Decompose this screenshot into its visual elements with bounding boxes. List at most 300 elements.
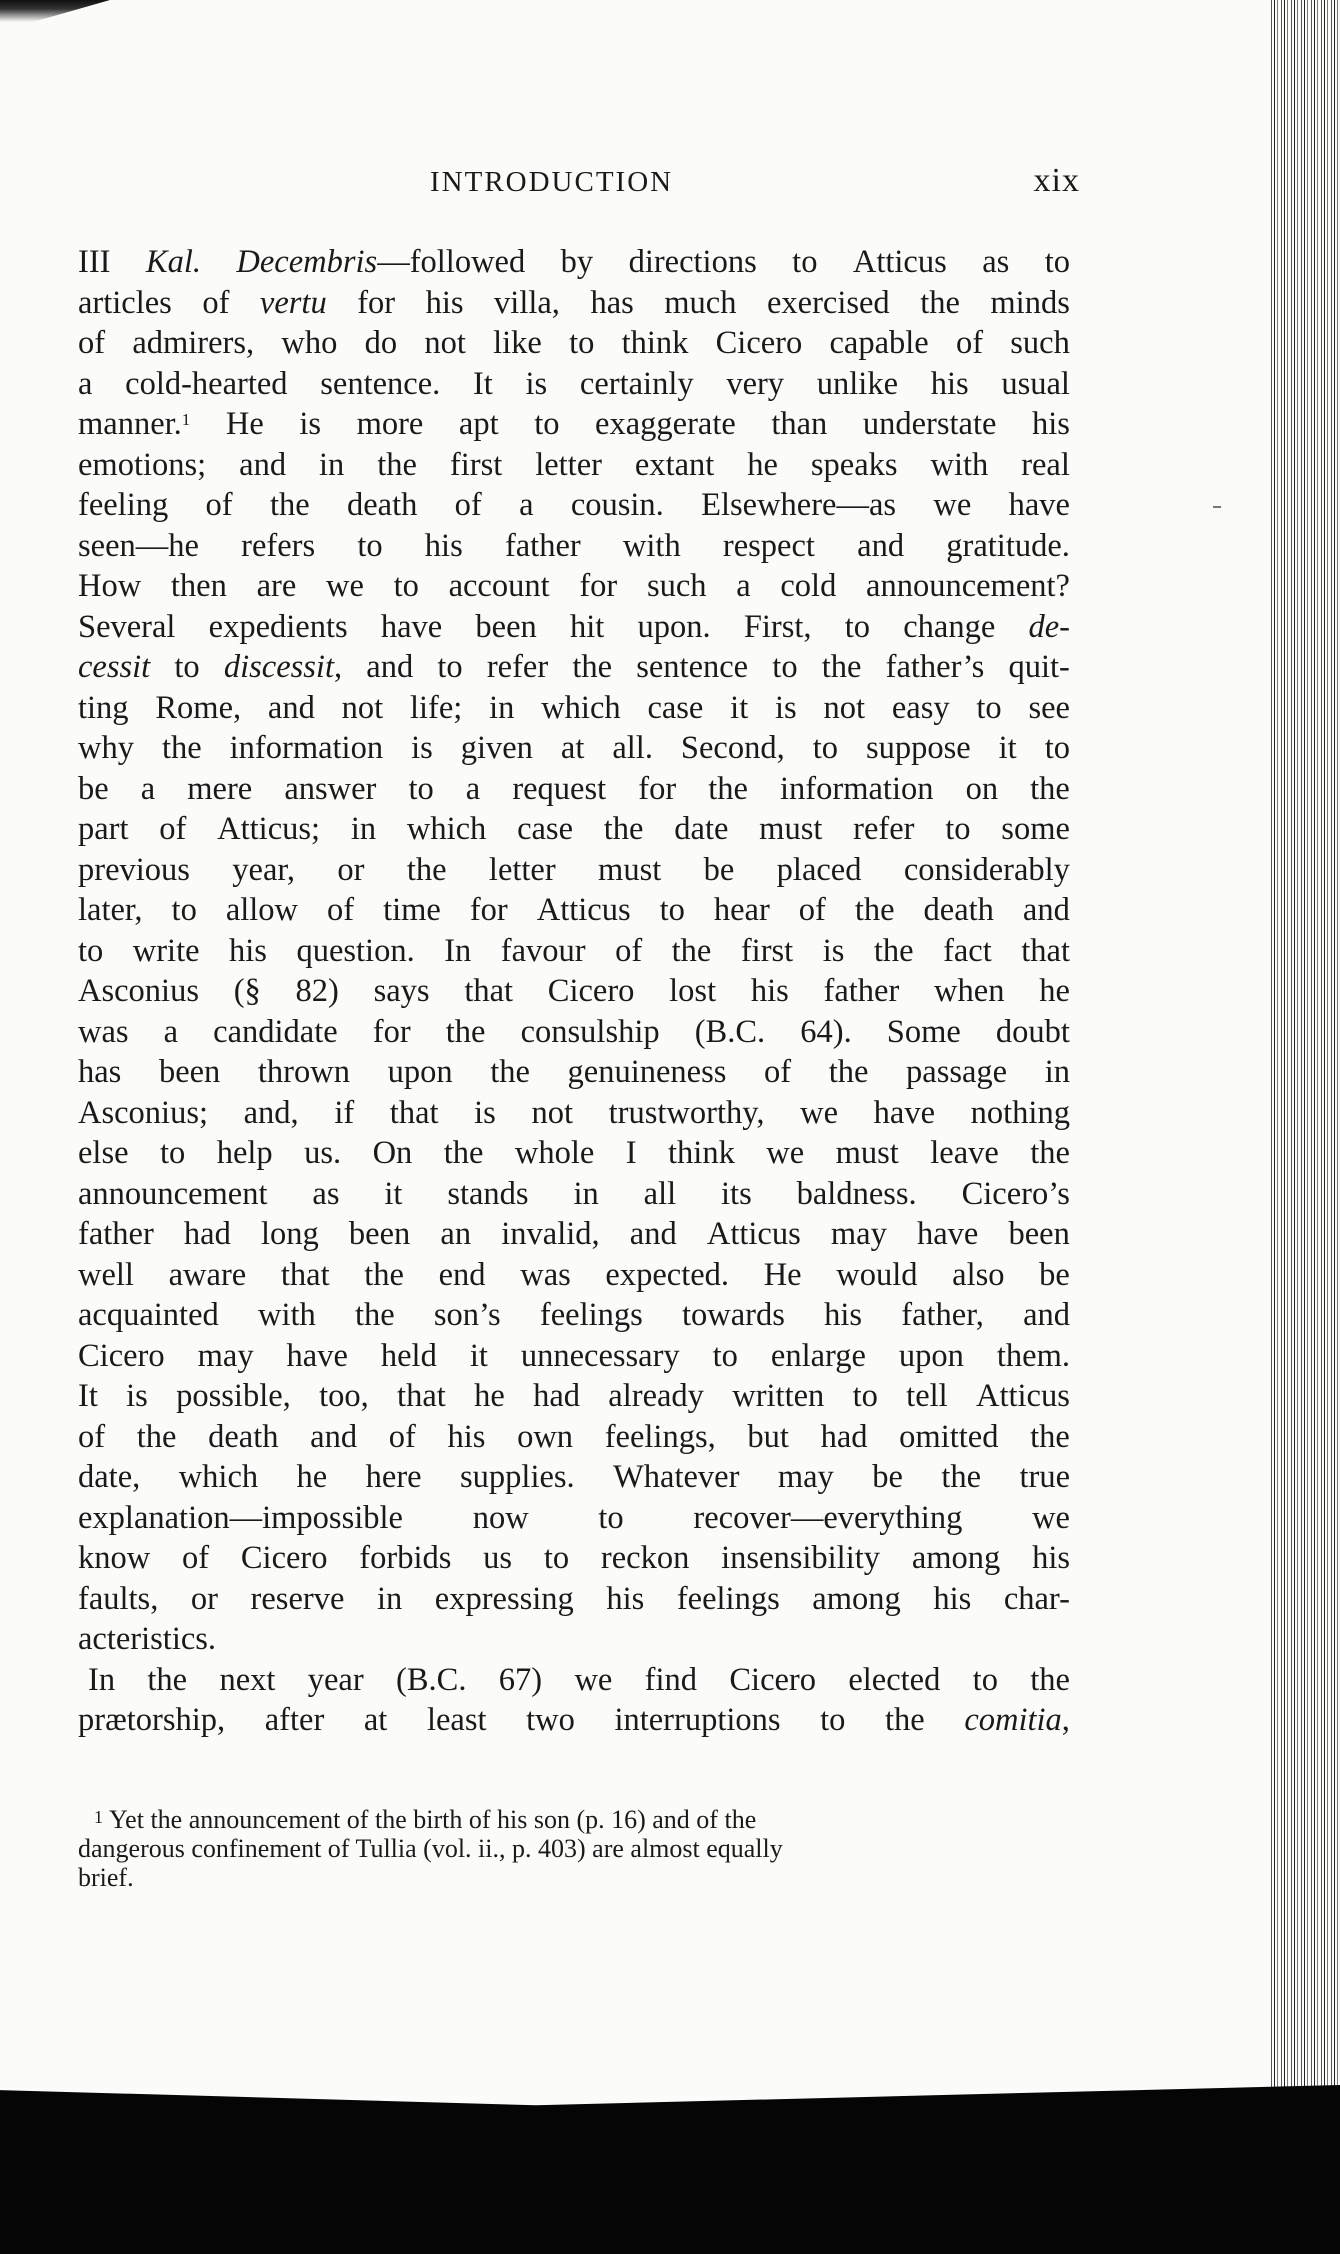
word: find <box>644 1661 698 1698</box>
word: the <box>443 1135 484 1171</box>
word: answer <box>284 770 377 807</box>
word: possible, <box>176 1378 291 1414</box>
word: aware <box>168 1256 247 1293</box>
word: the <box>603 811 644 847</box>
word: Atticus <box>975 1378 1070 1414</box>
word: feelings <box>539 1297 643 1333</box>
word: here <box>365 1459 422 1495</box>
word: to <box>976 689 1002 726</box>
word: the <box>920 284 960 321</box>
word: discessit, <box>223 649 343 685</box>
text-line <box>78 1700 1070 1741</box>
word: omitted <box>899 1418 999 1455</box>
word: the <box>377 446 417 483</box>
word: of <box>78 325 106 361</box>
text-line <box>78 890 1070 931</box>
word: us. <box>304 1135 342 1171</box>
word: reckon <box>600 1540 690 1576</box>
word: for <box>469 892 508 928</box>
word: to <box>712 1337 738 1374</box>
word: the <box>821 649 862 685</box>
text-line <box>78 1498 1070 1539</box>
text-line <box>78 1174 1070 1215</box>
word: do <box>364 325 398 361</box>
word: be <box>703 851 735 888</box>
word: father <box>823 973 900 1009</box>
word: his <box>930 365 969 402</box>
word: if <box>334 1094 355 1131</box>
word: death <box>208 1418 279 1455</box>
word: very <box>726 365 785 402</box>
word: reserve <box>250 1580 345 1617</box>
word: he <box>296 1459 328 1495</box>
word: long <box>261 1216 319 1252</box>
word: supplies. <box>460 1459 575 1495</box>
word: be <box>1039 1256 1070 1293</box>
word: held <box>380 1337 437 1374</box>
word: not <box>424 325 466 361</box>
word: than <box>771 406 828 442</box>
word: the <box>147 1661 188 1698</box>
word: but <box>747 1418 789 1455</box>
footnote-text: brief. <box>78 1863 134 1892</box>
text-line <box>78 404 1070 445</box>
word: of <box>182 1540 210 1576</box>
word: of <box>615 932 643 969</box>
word: written <box>732 1378 825 1414</box>
word: son’s <box>433 1297 501 1333</box>
word: the <box>708 770 748 807</box>
word: Atticus <box>852 244 947 280</box>
word: else <box>78 1135 129 1171</box>
word: cold-hearted <box>125 365 288 402</box>
word: de- <box>1028 608 1070 645</box>
word: of <box>327 892 355 928</box>
word: he <box>1039 973 1070 1009</box>
word: doubt <box>995 1013 1070 1050</box>
text-line <box>78 526 1070 567</box>
word: why <box>78 730 134 766</box>
text-line <box>78 1336 1070 1377</box>
word: Cicero <box>715 325 803 361</box>
word: first <box>740 932 794 969</box>
word: cousin. <box>570 487 664 523</box>
word: Cicero <box>240 1540 328 1576</box>
word: to <box>792 244 818 280</box>
word: for <box>638 770 677 807</box>
word: is <box>775 689 797 726</box>
word: in <box>319 446 345 483</box>
word: may <box>777 1459 834 1495</box>
word: upon <box>898 1337 964 1374</box>
word: suppose <box>865 730 971 766</box>
word: must <box>759 811 823 847</box>
word: already <box>608 1378 704 1414</box>
word: and <box>1023 1297 1070 1333</box>
word: vertu <box>259 284 327 321</box>
word: next <box>219 1661 276 1698</box>
word: unlike <box>816 365 898 402</box>
word: Second, <box>680 730 785 766</box>
word: his <box>1032 406 1070 442</box>
word: father <box>78 1216 154 1252</box>
word: for <box>372 1013 411 1050</box>
word: to <box>812 730 838 766</box>
word: may <box>830 1216 887 1252</box>
word: the <box>1030 1135 1070 1171</box>
word: his <box>1032 1540 1070 1576</box>
word: think <box>668 1135 735 1171</box>
word: on <box>965 770 999 807</box>
word: ting <box>78 689 129 726</box>
text-line <box>78 364 1070 405</box>
word: genuineness <box>567 1054 727 1090</box>
word: Rome, <box>155 689 242 726</box>
word: refer <box>853 811 915 847</box>
word: his <box>824 1297 863 1333</box>
word: (B.C. <box>396 1661 467 1698</box>
word: his <box>425 284 464 321</box>
word: 82) <box>295 973 339 1009</box>
word: year <box>307 1661 364 1698</box>
word: to <box>534 406 560 442</box>
word: it <box>384 1175 403 1212</box>
word: Several <box>78 608 176 645</box>
word: or <box>190 1580 218 1617</box>
word: and <box>310 1418 358 1455</box>
word: of <box>454 487 482 523</box>
word: we <box>933 487 972 523</box>
word: date <box>674 811 729 847</box>
word: Elsewhere—as <box>701 487 897 523</box>
running-head <box>430 162 1080 206</box>
word: in <box>350 811 377 847</box>
word: in <box>489 689 515 726</box>
word: whole <box>514 1135 595 1171</box>
word: well <box>78 1256 134 1293</box>
word: passage <box>906 1054 1008 1090</box>
word: his <box>933 1580 972 1617</box>
word: articles <box>78 284 172 321</box>
word: or <box>337 851 365 888</box>
word: who <box>281 325 338 361</box>
word: of <box>798 892 826 928</box>
word: end <box>438 1256 486 1293</box>
word: the <box>161 730 202 766</box>
word: case <box>647 689 704 726</box>
word: emotions; <box>78 446 207 483</box>
word: after <box>264 1702 325 1738</box>
word: in <box>573 1175 599 1212</box>
footnote-line <box>78 1863 1070 1892</box>
word: acquainted <box>78 1297 219 1333</box>
word: exercised <box>766 284 890 321</box>
word: with <box>930 446 989 483</box>
word: Cicero <box>729 1661 816 1698</box>
text-line <box>78 931 1070 972</box>
word: all. <box>612 730 653 766</box>
word: tell <box>906 1378 948 1414</box>
word: has <box>78 1054 122 1090</box>
word: I <box>625 1135 637 1171</box>
word: letter <box>535 446 602 483</box>
word: In <box>444 932 472 969</box>
word: death <box>923 892 994 928</box>
footnote-marker: 1 <box>94 1807 103 1827</box>
word: fact <box>943 932 992 969</box>
word: we <box>766 1135 805 1171</box>
word: nothing <box>970 1094 1070 1131</box>
word: forbids <box>359 1540 452 1576</box>
word: change <box>903 608 996 645</box>
word: a <box>140 770 156 807</box>
word: the <box>941 1459 982 1495</box>
word: to <box>945 811 971 847</box>
word: he <box>474 1378 505 1414</box>
text-line <box>78 1012 1070 1053</box>
word: extant <box>634 446 715 483</box>
footnote-line <box>78 1834 1070 1863</box>
word: that <box>397 1378 446 1414</box>
text-line <box>78 1579 1070 1620</box>
word: acteristics. <box>78 1621 217 1657</box>
word: the <box>136 1418 177 1455</box>
word: mere <box>187 770 253 807</box>
word: too, <box>319 1378 369 1414</box>
word: his <box>424 527 463 564</box>
word: the <box>1030 1661 1070 1698</box>
word: that <box>280 1256 330 1293</box>
word: In <box>88 1661 116 1698</box>
word: Atticus; <box>217 811 321 847</box>
word: recover—everything <box>693 1499 963 1536</box>
word: feelings, <box>604 1418 716 1455</box>
word: to <box>972 1661 998 1698</box>
word: to <box>1044 730 1070 766</box>
word: for <box>357 284 396 321</box>
word: which <box>406 811 487 847</box>
word: not <box>823 689 866 726</box>
word: the <box>364 1256 404 1293</box>
word: is <box>474 1094 496 1131</box>
word: and <box>629 1216 677 1252</box>
word: account <box>448 568 550 604</box>
word: had <box>183 1216 231 1252</box>
word: it <box>469 1337 488 1374</box>
word: be <box>78 770 109 807</box>
text-line <box>78 1052 1070 1093</box>
word: the <box>406 851 447 888</box>
word: cessit <box>78 649 151 685</box>
word: speaks <box>810 446 898 483</box>
word: How <box>78 568 142 604</box>
word: minds <box>990 284 1070 321</box>
word: be <box>872 1459 903 1495</box>
word: and <box>857 527 905 564</box>
text-line <box>78 1295 1070 1336</box>
word: would <box>836 1256 918 1293</box>
word: to <box>78 932 104 969</box>
word: Asconius; <box>78 1094 208 1131</box>
text-line <box>78 485 1070 526</box>
word: Whatever <box>613 1459 740 1495</box>
word: easy <box>891 689 950 726</box>
word: some <box>1001 811 1070 847</box>
word: his <box>750 973 789 1009</box>
word: us <box>483 1540 513 1576</box>
word: year, <box>232 851 296 888</box>
word: and, <box>243 1094 299 1131</box>
word: announcement <box>78 1175 268 1212</box>
word: Decembris—followed <box>236 244 526 280</box>
word: (B.C. <box>694 1013 766 1050</box>
word: may <box>197 1337 254 1374</box>
word: in <box>376 1580 403 1617</box>
scan-bottom-shadow <box>0 2085 1340 2254</box>
word: a <box>519 487 534 523</box>
word: question. <box>296 932 415 969</box>
text-line <box>78 728 1070 769</box>
word: them. <box>996 1337 1070 1374</box>
word: of <box>388 1418 416 1455</box>
word: true <box>1019 1459 1070 1495</box>
word: with <box>257 1297 316 1333</box>
word: in <box>1044 1054 1070 1090</box>
footnote-line <box>78 1805 1070 1834</box>
word: has <box>590 284 634 321</box>
word: all <box>643 1175 677 1212</box>
word: to <box>659 892 685 928</box>
word: of <box>78 1418 106 1455</box>
word: Asconius <box>78 973 199 1009</box>
word: not <box>531 1094 573 1131</box>
word: directions <box>628 244 757 280</box>
running-head-title: INTRODUCTION <box>430 166 674 198</box>
word: favour <box>500 932 586 969</box>
footnote-text: dangerous confinement of Tullia (vol. ii., p. 403) are almost equally <box>78 1834 783 1863</box>
word: much <box>664 284 737 321</box>
word: think <box>621 325 689 361</box>
word: allow <box>225 892 299 928</box>
word: 64). <box>800 1013 852 1050</box>
text-line <box>78 1255 1070 1296</box>
word: Kal. <box>145 244 201 280</box>
word: was <box>78 1013 129 1050</box>
word: char- <box>1003 1580 1070 1617</box>
text-line <box>78 1376 1070 1417</box>
word: been <box>348 1216 411 1252</box>
word: to <box>598 1499 624 1536</box>
word: the <box>873 932 914 969</box>
word: It <box>78 1378 98 1414</box>
word: had <box>533 1378 580 1414</box>
word: candidate <box>213 1013 338 1050</box>
word: upon <box>387 1054 453 1090</box>
word: On <box>372 1135 413 1171</box>
word: Cicero’s <box>961 1175 1070 1212</box>
word: and <box>267 689 315 726</box>
word: a <box>78 365 93 402</box>
word: to <box>174 649 200 685</box>
word: prætorship, <box>78 1702 226 1738</box>
word: help <box>216 1135 273 1171</box>
word: have <box>917 1216 979 1252</box>
word: First, <box>743 608 812 645</box>
word: admirers, <box>132 325 255 361</box>
word: to <box>844 608 871 645</box>
word: death <box>346 487 418 523</box>
word: 67) <box>498 1661 543 1698</box>
word: to <box>408 770 434 807</box>
word: refer <box>486 649 549 685</box>
word: seen—he <box>78 527 199 564</box>
word: is <box>525 365 548 402</box>
word: certainly <box>579 365 694 402</box>
word: exaggerate <box>595 406 736 442</box>
word: the <box>671 932 712 969</box>
word: faults, <box>78 1580 159 1617</box>
word: must <box>598 851 662 888</box>
word: date, <box>78 1459 141 1495</box>
word: is <box>126 1378 148 1414</box>
word: we <box>1032 1499 1070 1536</box>
word: time <box>383 892 441 928</box>
word: previous <box>78 851 190 888</box>
word: when <box>934 973 1005 1009</box>
word: like <box>493 325 542 361</box>
word: such <box>1010 325 1070 361</box>
word: the <box>445 1013 486 1050</box>
word: his <box>447 1418 486 1455</box>
footnote-text: Yet the announcement of the birth of his son (p. 16) and of the <box>109 1805 757 1834</box>
word: considerably <box>903 851 1070 888</box>
page-number: xix <box>1033 162 1080 199</box>
word: hear <box>713 892 770 928</box>
word: which <box>541 689 621 726</box>
word: been <box>475 608 537 645</box>
text-line <box>78 769 1070 810</box>
word: with <box>622 527 681 564</box>
word: first <box>449 446 503 483</box>
word: announcement? <box>866 568 1070 604</box>
word: to <box>357 527 383 564</box>
word: for <box>579 568 618 604</box>
text-line <box>78 809 1070 850</box>
word: says <box>373 973 430 1009</box>
word: and <box>239 446 287 483</box>
text-line <box>78 1093 1070 1134</box>
word: he <box>747 446 778 483</box>
word: expressing <box>434 1580 574 1617</box>
word: the <box>572 649 613 685</box>
word: Atticus <box>706 1216 801 1252</box>
word: III <box>78 244 111 280</box>
word: was <box>520 1256 571 1293</box>
word: usual <box>1001 365 1070 402</box>
word: expedients <box>208 608 348 645</box>
word: a <box>465 770 481 807</box>
word: upon. <box>637 608 711 645</box>
word: then <box>170 568 227 604</box>
word: is <box>299 406 322 442</box>
word: Atticus <box>536 892 631 928</box>
word: not <box>341 689 384 726</box>
text-line <box>78 242 1070 283</box>
word: respect <box>722 527 815 564</box>
word: among <box>812 1580 901 1617</box>
text-line <box>78 1133 1070 1174</box>
word: the <box>828 1054 869 1090</box>
